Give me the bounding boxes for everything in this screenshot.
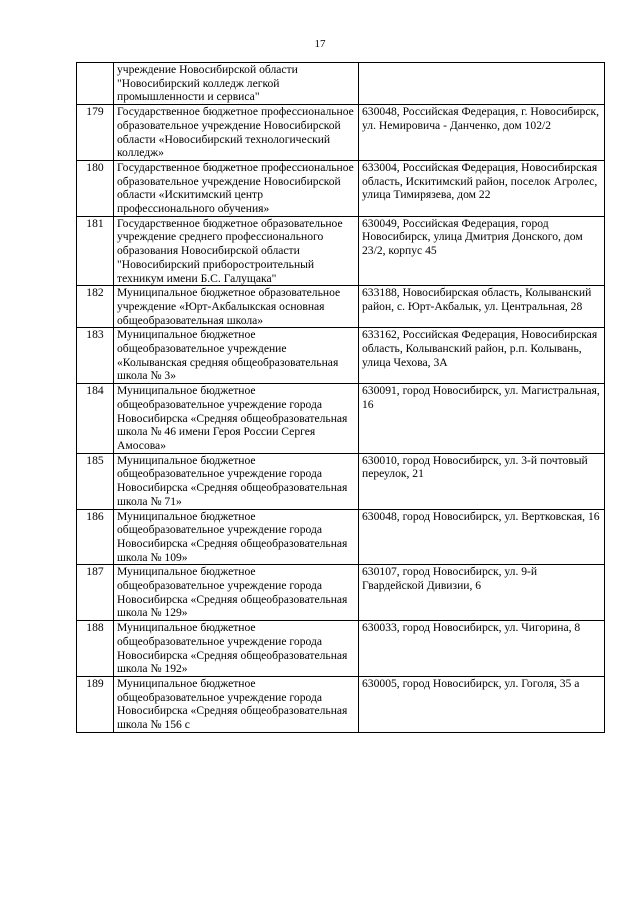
- page-number: 17: [314, 38, 326, 50]
- row-number: 189: [77, 676, 114, 732]
- institution-address: 630010, город Новосибирск, ул. 3-й почтовый переулок, 21: [359, 453, 605, 509]
- institution-address: 630048, город Новосибирск, ул. Вертковская, 16: [359, 509, 605, 565]
- institution-address: 630005, город Новосибирск, ул. Гоголя, 35 а: [359, 676, 605, 732]
- row-number: [77, 63, 114, 105]
- row-number: 186: [77, 509, 114, 565]
- institution-name: Государственное бюджетное образовательное учреждение среднего профессионального образования Новосибирской области "Новосибирский приборостроительный техникум имени Б.С. Галущака": [114, 216, 359, 286]
- institution-address: 630049, Российская Федерация, город Новосибирск, улица Дмитрия Донского, дом 23/2, корпус 45: [359, 216, 605, 286]
- institution-name: Муниципальное бюджетное общеобразовательное учреждение города Новосибирска «Средняя общеобразовательная школа № 46 имени Героя России Сергея Амосова»: [114, 384, 359, 454]
- row-number: 181: [77, 216, 114, 286]
- institution-name: Государственное бюджетное профессиональное образовательное учреждение Новосибирской области «Новосибирский технологический колледж»: [114, 105, 359, 161]
- table-row: [77, 453, 605, 509]
- institution-address: 630107, город Новосибирск, ул. 9-й Гвардейской Дивизии, 6: [359, 565, 605, 621]
- table-row: [77, 216, 605, 286]
- institution-address: 633188, Новосибирская область, Колыванский район, с. Юрт-Акбалык, ул. Центральная, 28: [359, 286, 605, 328]
- table-row: [77, 565, 605, 621]
- institution-name: Муниципальное бюджетное общеобразовательное учреждение города Новосибирска «Средняя общеобразовательная школа № 156 с: [114, 676, 359, 732]
- table-row: [77, 286, 605, 328]
- institution-address: 630033, город Новосибирск, ул. Чигорина, 8: [359, 621, 605, 677]
- row-number: 184: [77, 384, 114, 454]
- table-row: [77, 676, 605, 732]
- row-number: 180: [77, 160, 114, 216]
- institution-name: Муниципальное бюджетное общеобразовательное учреждение города Новосибирска «Средняя общеобразовательная школа № 71»: [114, 453, 359, 509]
- row-number: 179: [77, 105, 114, 161]
- institution-address: 630048, Российская Федерация, г. Новосибирск, ул. Немировича - Данченко, дом 102/2: [359, 105, 605, 161]
- table-row: [77, 328, 605, 384]
- table-row: [77, 63, 605, 105]
- institution-name: учреждение Новосибирской области "Новосибирский колледж легкой промышленности и сервиса": [114, 63, 359, 105]
- institution-address: 633004, Российская Федерация, Новосибирская область, Искитимский район, поселок Агролес, улица Тимирязева, дом 22: [359, 160, 605, 216]
- row-number: 187: [77, 565, 114, 621]
- table-row: [77, 621, 605, 677]
- institution-address: 630091, город Новосибирск, ул. Магистральная, 16: [359, 384, 605, 454]
- institutions-table: [76, 62, 605, 733]
- table-row: [77, 160, 605, 216]
- row-number: 183: [77, 328, 114, 384]
- table-row: [77, 509, 605, 565]
- institution-name: Муниципальное бюджетное общеобразовательное учреждение города Новосибирска «Средняя общеобразовательная школа № 109»: [114, 509, 359, 565]
- institution-address: [359, 63, 605, 105]
- institution-name: Государственное бюджетное профессиональное образовательное учреждение Новосибирской области «Искитимский центр профессионального обучения»: [114, 160, 359, 216]
- institution-address: 633162, Российская Федерация, Новосибирская область, Колыванский район, р.п. Колывань, улица Чехова, 3А: [359, 328, 605, 384]
- row-number: 188: [77, 621, 114, 677]
- row-number: 182: [77, 286, 114, 328]
- institution-name: Муниципальное бюджетное общеобразовательное учреждение города Новосибирска «Средняя общеобразовательная школа № 129»: [114, 565, 359, 621]
- table-row: [77, 105, 605, 161]
- institution-name: Муниципальное бюджетное общеобразовательное учреждение «Колыванская средняя общеобразовательная школа № 3»: [114, 328, 359, 384]
- row-number: 185: [77, 453, 114, 509]
- table-row: [77, 384, 605, 454]
- institution-name: Муниципальное бюджетное образовательное учреждение «Юрт-Акбалыкская основная общеобразовательная школа»: [114, 286, 359, 328]
- institution-name: Муниципальное бюджетное общеобразовательное учреждение города Новосибирска «Средняя общеобразовательная школа № 192»: [114, 621, 359, 677]
